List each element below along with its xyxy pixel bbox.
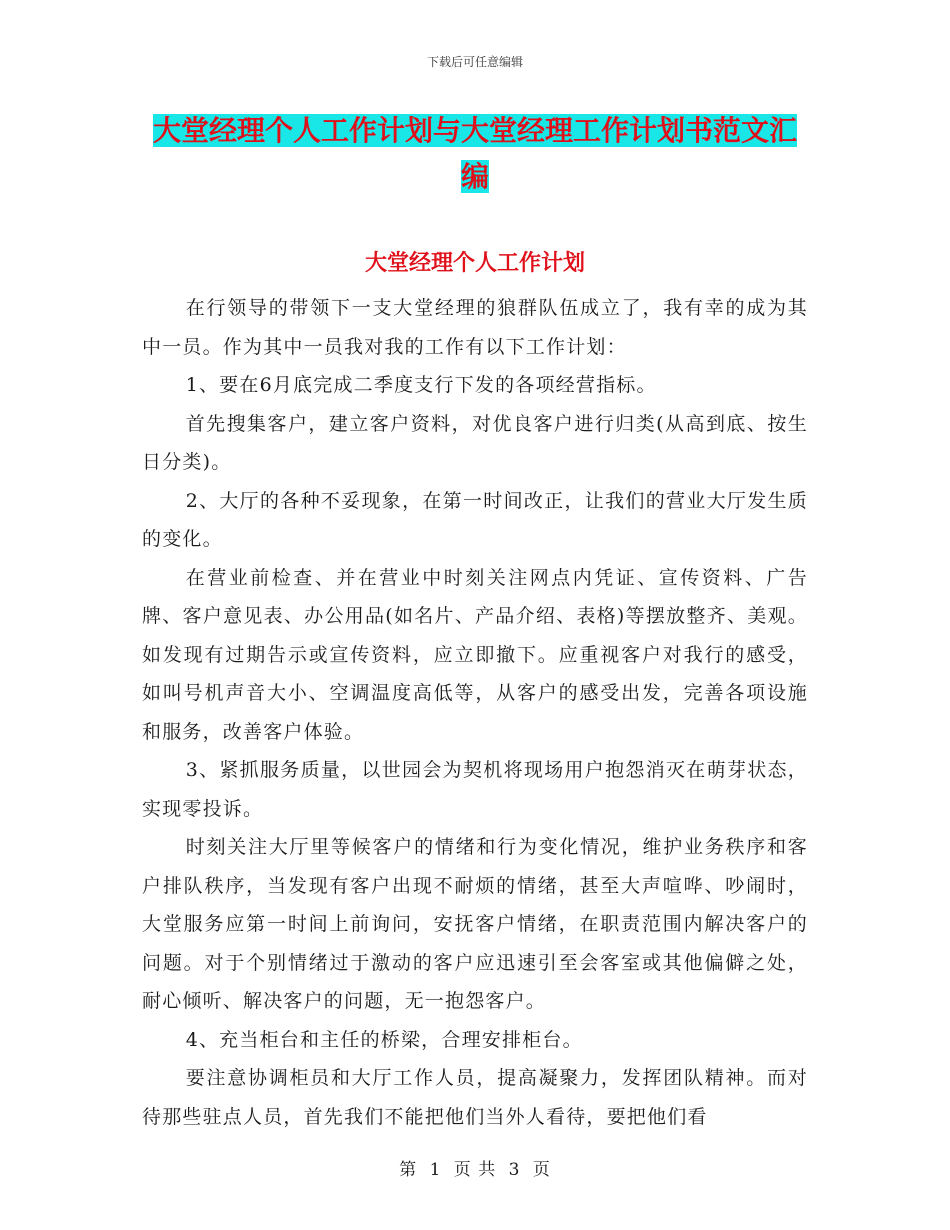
- page-footer: [0, 1155, 950, 1180]
- paragraph: 2、大厅的各种不妥现象，在第一时间改正，让我们的营业大厅发生质的变化。: [142, 489, 808, 550]
- footer-suffix: 页: [532, 1160, 551, 1180]
- footer-total-pages: 3: [508, 1160, 521, 1180]
- paragraph: 在行领导的带领下一支大堂经理的狼群队伍成立了，我有幸的成为其中一员。作为其中一员我对我的工作有以下工作计划：: [142, 297, 808, 358]
- document-title-text: 大堂经理个人工作计划与大堂经理工作计划书范文汇编: [152, 114, 797, 193]
- paragraph: 1、要在6月底完成二季度支行下发的各项经营指标。: [185, 374, 657, 396]
- paragraph: 首先搜集客户，建立客户资料，对优良客户进行归类(从高到底、按生日分类)。: [142, 412, 808, 473]
- footer-page-number: 1: [429, 1160, 442, 1180]
- body-text: [142, 289, 808, 1136]
- footer-prefix: 第: [399, 1160, 418, 1180]
- paragraph: 4、充当柜台和主任的桥梁，合理安排柜台。: [185, 1028, 583, 1051]
- paragraph: 在营业前检查、并在营业中时刻关注网点内凭证、宣传资料、广告牌、客户意见表、办公用品(如名片、产品介绍、表格)等摆放整齐、美观。如发现有过期告示或宣传资料，应立即撤下。应重视客户对我行的感受，如叫号机声音大小、空调温度高低等，从客户的感受出发，完善各项设施和服务，改善客户体验。: [142, 566, 808, 743]
- header-note: 下载后可任意编辑: [426, 55, 523, 69]
- footer-middle: 页 共: [453, 1160, 497, 1180]
- paragraph: 3、紧抓服务质量，以世园会为契机将现场用户抱怨消灭在萌芽状态，实现零投诉。: [142, 759, 808, 820]
- document-title: [150, 108, 800, 200]
- paragraph: 时刻关注大厅里等候客户的情绪和行为变化情况，维护业务秩序和客户排队秩序，当发现有客户出现不耐烦的情绪，甚至大声喧哗、吵闹时，大堂服务应第一时间上前询问，安抚客户情绪，在职责范围内解决客户的问题。对于个别情绪过于激动的客户应迅速引至会客室或其他偏僻之处，耐心倾听、解决客户的问题，无一抱怨客户。: [142, 836, 808, 1012]
- paragraph: 要注意协调柜员和大厅工作人员，提高凝聚力，发挥团队精神。而对待那些驻点人员，首先我们不能把他们当外人看待，要把他们看: [142, 1067, 808, 1128]
- section-title: 大堂经理个人工作计划: [364, 251, 585, 276]
